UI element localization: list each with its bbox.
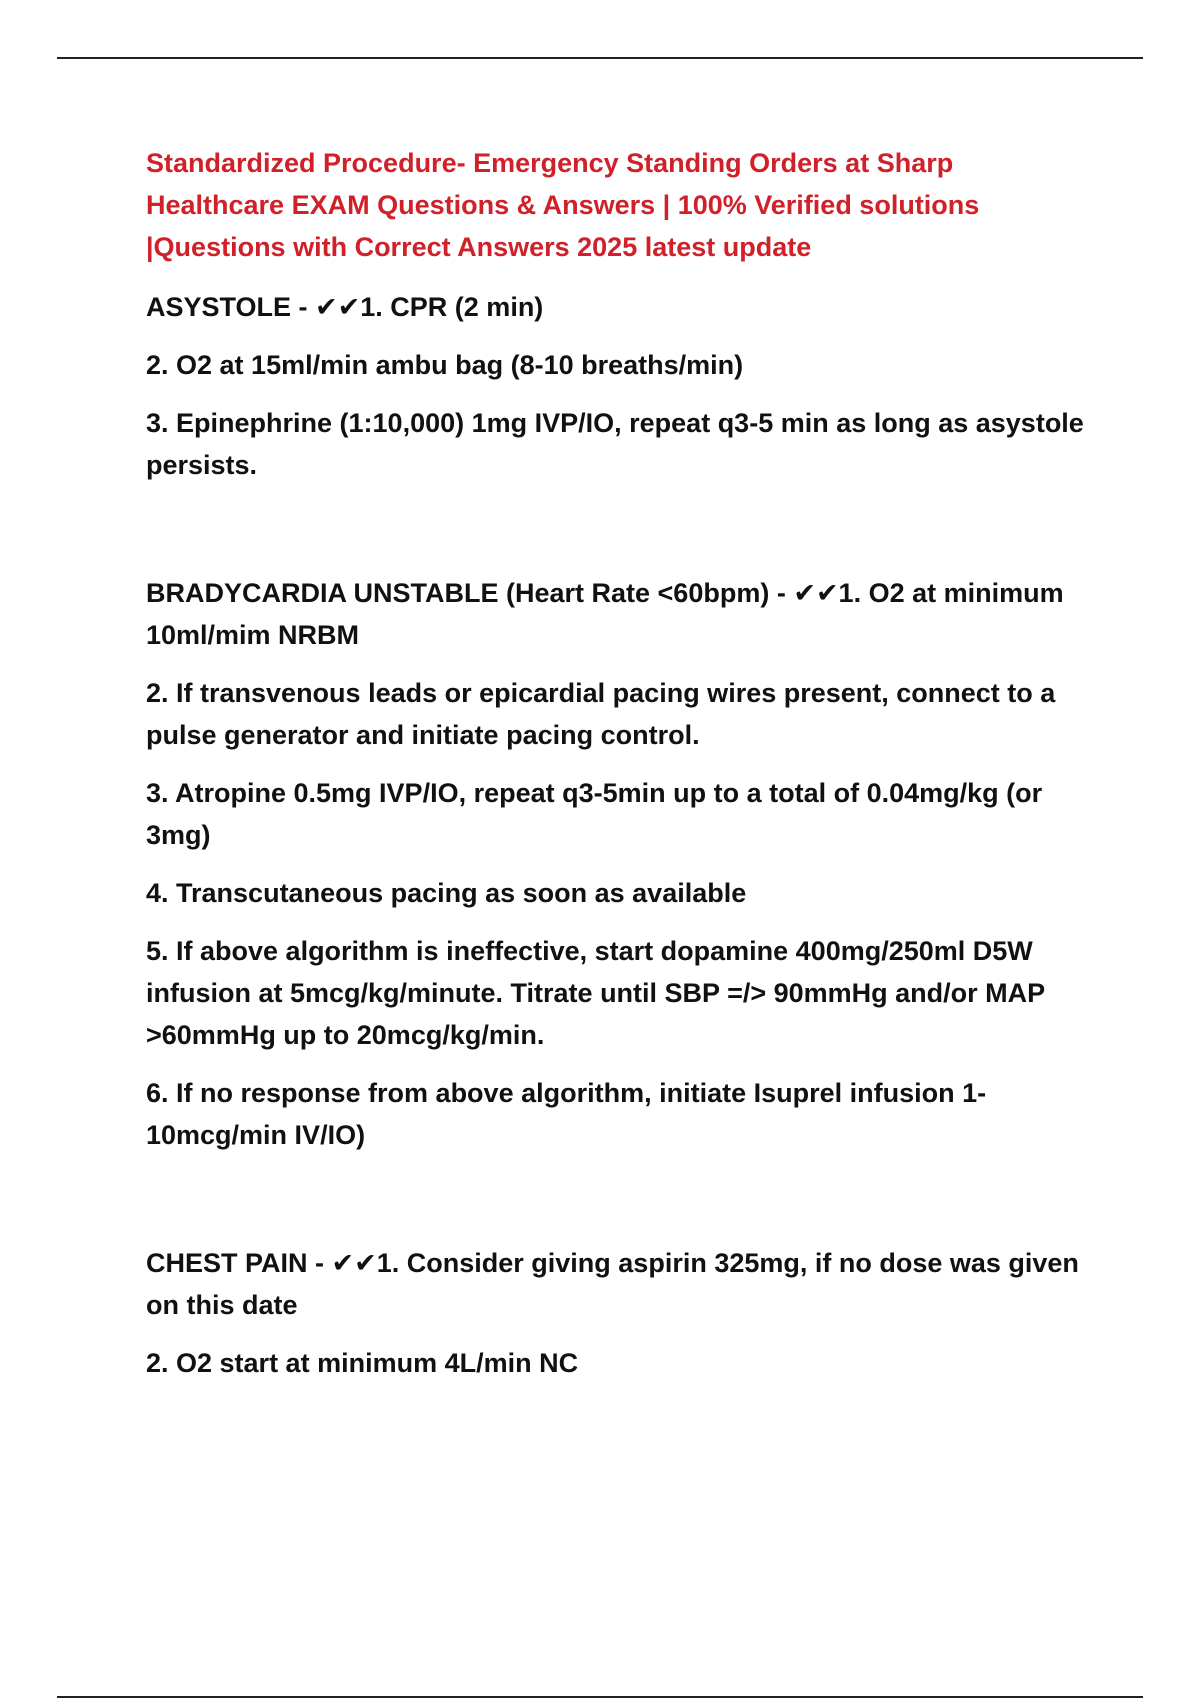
bottom-rule <box>57 1696 1143 1698</box>
section-spacer <box>146 1172 1096 1242</box>
bradycardia-step-6: 6. If no response from above algorithm, initiate Isuprel infusion 1-10mcg/min IV/IO) <box>146 1078 987 1150</box>
top-rule <box>57 57 1143 59</box>
document-body <box>146 142 1096 1400</box>
chest-pain-heading: CHEST PAIN - ✔✔1. Consider giving aspirin 325mg, if no dose was given on this date <box>146 1248 1079 1320</box>
section-chest-pain <box>146 1242 1096 1384</box>
bradycardia-step-4: 4. Transcutaneous pacing as soon as available <box>146 878 747 908</box>
section-bradycardia <box>146 572 1096 1156</box>
asystole-heading: ASYSTOLE - ✔✔1. CPR (2 min) <box>146 292 544 322</box>
asystole-step-2: 2. O2 at 15ml/min ambu bag (8-10 breaths/min) <box>146 350 744 380</box>
bradycardia-heading: BRADYCARDIA UNSTABLE (Heart Rate <60bpm) - ✔✔1. O2 at minimum 10ml/mim NRBM <box>146 578 1064 650</box>
bradycardia-step-2: 2. If transvenous leads or epicardial pacing wires present, connect to a pulse generator and initiate pacing control. <box>146 678 1056 750</box>
bradycardia-step-3: 3. Atropine 0.5mg IVP/IO, repeat q3-5min up to a total of 0.04mg/kg (or 3mg) <box>146 778 1043 850</box>
bradycardia-step-5: 5. If above algorithm is ineffective, start dopamine 400mg/250ml D5W infusion at 5mcg/kg/minute. Titrate until SBP =/> 90mmHg and/or MAP >60mmHg up to 20mcg/kg/min. <box>146 936 1045 1050</box>
chest-pain-step-2: 2. O2 start at minimum 4L/min NC <box>146 1348 579 1378</box>
document-title: Standardized Procedure- Emergency Standing Orders at Sharp Healthcare EXAM Questions & Answers | 100% Verified solutions |Questions with Correct Answers 2025 latest update <box>146 148 980 262</box>
section-spacer <box>146 502 1096 572</box>
section-asystole <box>146 286 1096 486</box>
asystole-step-3: 3. Epinephrine (1:10,000) 1mg IVP/IO, repeat q3-5 min as long as asystole persists. <box>146 408 1084 480</box>
